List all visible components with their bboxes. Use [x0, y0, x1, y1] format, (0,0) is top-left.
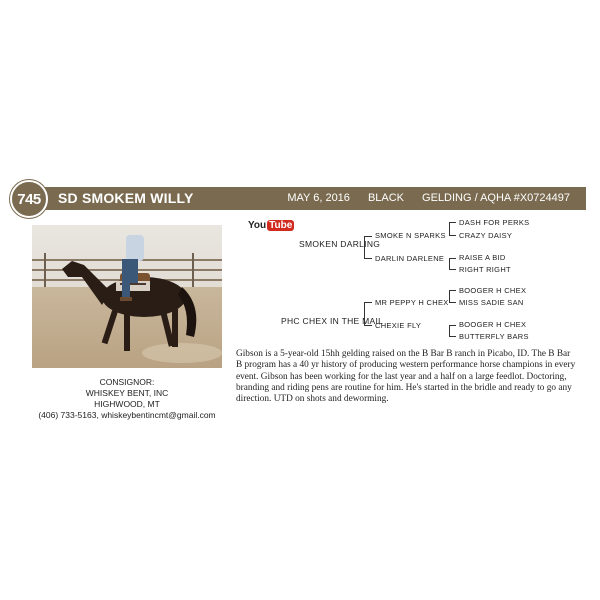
horse-description: Gibson is a 5-year-old 15hh gelding raised on the B Bar B ranch in Picabo, ID. The B Bar B program has a 40 yr history of producing western performance horse champions in every event. Gibson has been working for the last year and a half on a large feedlot. Doctoring, branding and riding pens are routine for him. He's started in the bridle and ready to go any direction. UTD on shots and deworming.	[236, 349, 576, 405]
pedigree-sire-dam: DARLIN DARLENE	[375, 254, 445, 263]
pedigree-bracket	[449, 258, 456, 270]
pedigree-sire-sire-dam: CRAZY DAISY	[459, 231, 513, 240]
lot-header-bar	[24, 187, 586, 210]
pedigree-sire-sire-sire: DASH FOR PERKS	[459, 218, 530, 227]
lot-number-badge	[10, 180, 48, 218]
pedigree-dam-dam: CHEXIE FLY	[375, 321, 422, 330]
horse-photo	[32, 225, 222, 368]
pedigree-dam-sire-dam: MISS SADIE SAN	[459, 298, 524, 307]
consignor-block	[30, 377, 224, 421]
pedigree-dam-dam-sire: BOOGER H CHEX	[459, 320, 527, 329]
pedigree-dam-sire-sire: BOOGER H CHEX	[459, 286, 527, 295]
pedigree-bracket	[449, 290, 456, 303]
youtube-logo-tube: Tube	[269, 219, 293, 231]
pedigree-bracket	[449, 222, 456, 236]
pedigree-sire-dam-sire: RAISE A BID	[459, 253, 506, 262]
pedigree-sire-dam-dam: RIGHT RIGHT	[459, 265, 511, 274]
lot-details	[287, 192, 570, 204]
pedigree-dam-dam-dam: BUTTERFLY BARS	[459, 332, 529, 341]
pedigree-dam-sire: MR PEPPY H CHEX	[375, 298, 449, 307]
consignor-name: WHISKEY BENT, INC	[85, 388, 169, 398]
pedigree-dam: PHC CHEX IN THE MAIL	[281, 316, 384, 326]
pedigree-sire: SMOKEN DARLING	[299, 239, 381, 249]
pedigree-sire-sire: SMOKE N SPARKS	[375, 231, 446, 240]
pedigree-bracket	[449, 325, 456, 337]
consignor-contact[interactable]: (406) 733-5163, whiskeybentincmt@gmail.com	[38, 410, 216, 420]
youtube-video-link[interactable]	[248, 219, 294, 231]
horse-name: SD SMOKEM WILLY	[58, 190, 194, 206]
birth-date: MAY 6, 2016	[287, 192, 350, 204]
pedigree-bracket	[364, 302, 372, 326]
horse-color: BLACK	[367, 192, 405, 204]
consignor-location: HIGHWOOD, MT	[94, 399, 160, 409]
youtube-logo-you: You	[248, 219, 267, 231]
horse-and-rider-image	[32, 225, 222, 368]
consignor-heading: CONSIGNOR:	[99, 377, 155, 387]
pedigree-bracket	[364, 236, 372, 259]
sex-registration: GELDING / AQHA #X0724497	[422, 192, 570, 204]
lot-number: 745	[17, 190, 41, 208]
